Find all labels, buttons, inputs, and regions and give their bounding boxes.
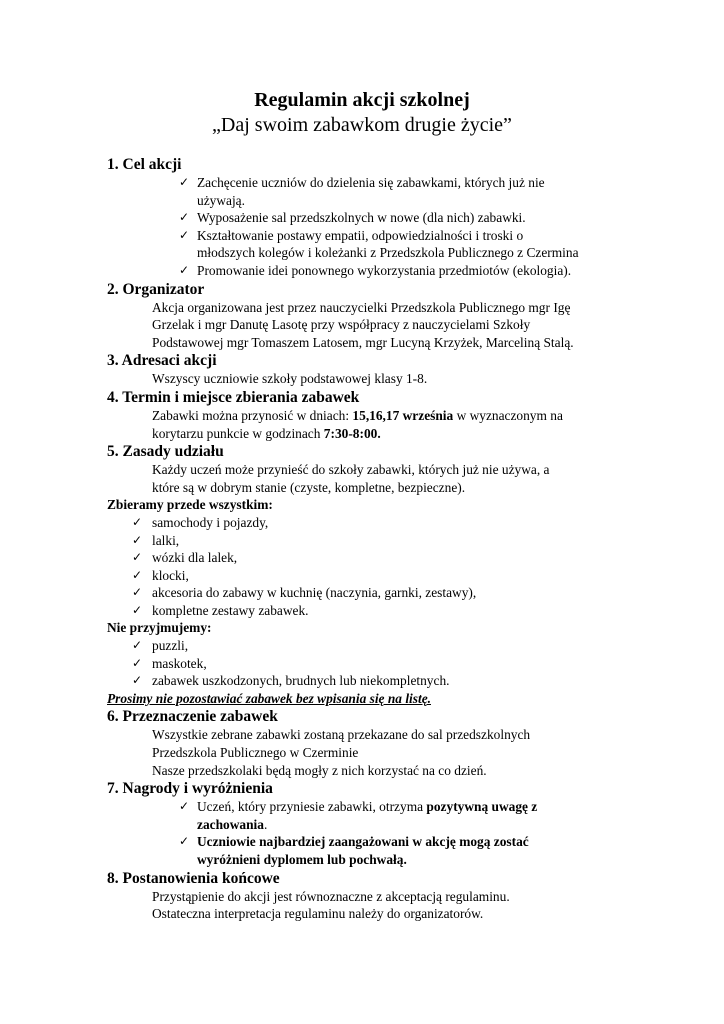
text-line: Każdy uczeń może przynieść do szkoły zabawki, których już nie używa, a <box>152 462 550 478</box>
final-paragraph <box>152 888 627 923</box>
text-line: Wszystkie zebrane zabawki zostaną przekazane do sal przedszkolnych <box>152 727 531 743</box>
text-line <box>152 407 627 425</box>
section-heading: 5. Zasady udziału <box>107 443 224 461</box>
checkmark-icon: ✓ <box>132 514 143 529</box>
item-text: samochody i pojazdy, <box>152 514 269 530</box>
item-text-bold: zachowania <box>197 816 264 832</box>
list-item <box>107 567 627 585</box>
signup-note: Prosimy nie pozostawiać zabawek bez wpisania się na listę. <box>107 690 431 706</box>
checkmark-icon: ✓ <box>132 638 143 653</box>
list-item <box>107 227 627 262</box>
item-text: . <box>263 816 268 832</box>
awards-list <box>107 798 627 868</box>
rules-paragraph <box>152 461 627 496</box>
item-text: Zachęcenie uczniów do dzielenia się zabawkami, których już nie <box>197 175 545 190</box>
checkmark-icon: ✓ <box>179 227 190 242</box>
section-heading: 8. Postanowienia końcowe <box>107 869 280 887</box>
list-item <box>107 174 627 209</box>
document-title: Regulamin akcji szkolnej <box>254 89 470 111</box>
section-heading: 1. Cel akcji <box>107 156 182 173</box>
checkmark-icon: ✓ <box>179 799 190 814</box>
item-text: Promowanie idei ponownego wykorzystania przedmiotów (ekologia). <box>197 262 572 278</box>
item-text: używają. <box>197 192 245 208</box>
checkmark-icon: ✓ <box>132 673 143 688</box>
hours-text: 7:30-8:00. <box>323 425 381 441</box>
text-line: Ostateczna interpretacja regulaminu należy do organizatorów. <box>152 906 484 922</box>
section-heading: 6. Przeznaczenie zabawek <box>107 708 278 726</box>
checkmark-icon: ✓ <box>132 602 143 617</box>
text-span: w wyznaczonym na <box>453 407 563 423</box>
list-item <box>107 262 627 280</box>
list-item <box>107 833 627 868</box>
item-text: Kształtowanie postawy empatii, odpowiedzialności i troski o <box>197 227 524 243</box>
list-item <box>107 514 627 532</box>
item-text: lalki, <box>152 532 180 548</box>
text-line: Wszyscy uczniowie szkoły podstawowej klasy 1-8. <box>152 371 428 387</box>
text-span: Zabawki można przynosić w dniach: <box>152 407 353 423</box>
item-text: kompletne zestawy zabawek. <box>152 602 309 618</box>
list-item <box>107 532 627 550</box>
reject-heading: Nie przyjmujemy: <box>107 620 212 636</box>
item-text-bold: pozytywną uwagę z <box>426 799 538 815</box>
document-body <box>107 155 627 923</box>
item-text: zabawek uszkodzonych, brudnych lub niekompletnych. <box>152 673 450 689</box>
checkmark-icon: ✓ <box>179 210 190 225</box>
item-text: akcesoria do zabawy w kuchnię (naczynia, garnki, zestawy), <box>152 585 477 601</box>
dates-text: 15,16,17 września <box>352 407 454 423</box>
list-item <box>107 655 627 673</box>
checkmark-icon: ✓ <box>132 567 143 582</box>
list-item <box>107 549 627 567</box>
checkmark-icon: ✓ <box>179 834 190 849</box>
document-subtitle: „Daj swoim zabawkom drugie życie” <box>212 114 512 136</box>
item-text: klocki, <box>152 567 189 583</box>
reject-list <box>107 637 627 690</box>
list-item <box>107 209 627 227</box>
list-item <box>107 637 627 655</box>
checkmark-icon: ✓ <box>132 532 143 547</box>
section-heading: 2. Organizator <box>107 280 205 298</box>
checkmark-icon: ✓ <box>132 655 143 670</box>
goals-list <box>107 174 627 280</box>
audience-paragraph <box>152 370 627 388</box>
organizer-paragraph <box>152 299 627 352</box>
text-line: Nasze przedszkolaki będą mogły z nich korzystać na co dzień. <box>152 762 487 778</box>
purpose-paragraph <box>152 726 627 779</box>
text-line: Przedszkola Publicznego w Czerminie <box>152 745 359 761</box>
checkmark-icon: ✓ <box>179 262 190 277</box>
collect-heading: Zbieramy przede wszystkim: <box>107 497 273 513</box>
text-line: Akcja organizowana jest przez nauczycielki Przedszkola Publicznego mgr Igę <box>152 299 571 315</box>
list-item <box>107 798 627 833</box>
section-heading: 3. Adresaci akcji <box>107 352 217 370</box>
text-line <box>152 425 627 443</box>
text-line: Podstawowej mgr Tomaszem Latosem, mgr Lucyną Krzyżek, Marceliną Stalą. <box>152 334 574 350</box>
item-text: maskotek, <box>152 655 207 671</box>
schedule-paragraph <box>152 407 627 442</box>
checkmark-icon: ✓ <box>179 175 190 189</box>
section-heading: 7. Nagrody i wyróżnienia <box>107 780 273 798</box>
item-text: Uczeń, który przyniesie zabawki, otrzyma <box>197 799 427 815</box>
list-item <box>107 584 627 602</box>
text-line: Grzelak i mgr Danutę Lasotę przy współpracy z nauczycielami Szkoły <box>152 317 531 333</box>
collect-list <box>107 514 627 620</box>
checkmark-icon: ✓ <box>132 585 143 600</box>
checkmark-icon: ✓ <box>132 550 143 565</box>
section-heading: 4. Termin i miejsce zbierania zabawek <box>107 388 360 406</box>
text-line: które są w dobrym stanie (czyste, kompletne, bezpieczne). <box>152 479 466 495</box>
text-line: Przystąpienie do akcji jest równoznaczne z akceptacją regulaminu. <box>152 888 510 904</box>
item-text-bold: wyróżnieni dyplomem lub pochwałą. <box>197 852 407 867</box>
text-span: korytarzu punkcie w godzinach <box>152 425 324 441</box>
list-item <box>107 672 627 690</box>
item-text-bold: Uczniowie najbardziej zaangażowani w akcję mogą zostać <box>197 834 529 850</box>
item-text: Wyposażenie sal przedszkolnych w nowe (dla nich) zabawki. <box>197 210 526 226</box>
item-text: puzzli, <box>152 638 189 654</box>
list-item <box>107 602 627 620</box>
item-text: młodszych kolegów i koleżanki z Przedszkola Publicznego z Czermina <box>197 245 579 261</box>
title-block <box>0 88 724 138</box>
item-text: wózki dla lalek, <box>152 550 238 566</box>
